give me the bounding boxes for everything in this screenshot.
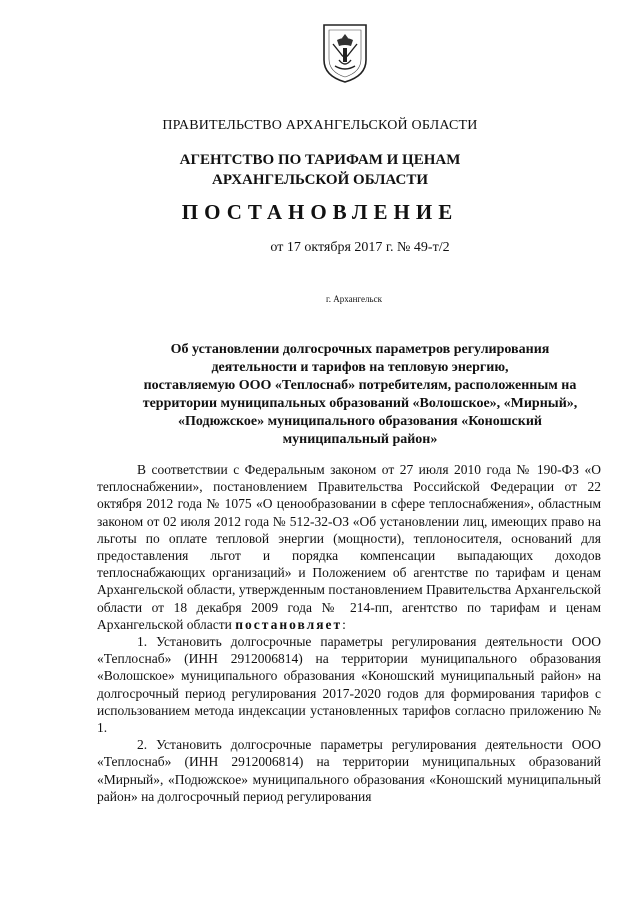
agency-name-line: АГЕНТСТВО ПО ТАРИФАМ И ЦЕНАМ — [179, 152, 461, 168]
coat-of-arms-icon — [321, 22, 369, 84]
preamble-paragraph — [97, 461, 601, 633]
government-name: ПРАВИТЕЛЬСТВО АРХАНГЕЛЬСКОЙ ОБЛАСТИ — [162, 118, 478, 133]
subject-line: поставляемую ООО «Теплоснаб» потребителям, расположенным на — [143, 378, 577, 393]
subject-line: территории муниципальных образований «Волошское», «Мирный», — [142, 396, 578, 411]
document-type: ПОСТАНОВЛЕНИЕ — [181, 200, 459, 224]
decree-word: постановляет — [235, 616, 343, 632]
decree-colon: : — [342, 616, 346, 632]
subject-line: «Подюжское» муниципального образования «Коношский — [178, 414, 542, 429]
document-city: г. Архангельск — [326, 294, 382, 304]
subject-line: муниципальный район» — [282, 432, 438, 447]
document-number: от 17 октября 2017 г. № 49-т/2 — [270, 240, 450, 255]
subject-line: Об установлении долгосрочных параметров регулирования — [170, 342, 550, 357]
agency-name — [0, 150, 640, 190]
item-paragraph: 2. Установить долгосрочные параметры регулирования деятельности ООО «Теплоснаб» (ИНН 2912006814) на территории муниципальных образований «Мирный», «Подюжское» муниципального образования «Коношский муниципальный район» на долгосрочный период регулирования — [97, 737, 601, 804]
item-paragraph: 1. Установить долгосрочные параметры регулирования деятельности ООО «Теплоснаб» (ИНН 2912006814) на территории муниципального образования «Волошское» муниципального образования «Коношский муниципальный район» на долгосрочный период регулирования 2017-2020 годов для формирования тарифов с использованием метода индексации установленных тарифов согласно приложению № 1. — [97, 634, 601, 736]
preamble-text: В соответствии с Федеральным законом от 27 июля 2010 года № 190-ФЗ «О теплоснабжении», постановлением Правительства Российской Федерации от 22 октября 2012 года № 1075 «О ценообразовании в сфере теплоснабжения», областным законом от 02 июля 2012 года № 512-32-ОЗ «Об установлении лиц, имеющих право на льготы по оплате тепловой энергии (мощности), теплоносителя, оснований для предоставления льгот и порядка компенсации выпадающих доходов теплоснабжающих организаций» и Положением об агентстве по тарифам и ценам Архангельской области, утвержденным постановлением Правительства Архангельской области от 18 декабря 2009 года № 214-пп, агентство по тарифам и ценам Архангельской области — [97, 462, 601, 632]
document-subject — [40, 341, 640, 449]
agency-name-line: АРХАНГЕЛЬСКОЙ ОБЛАСТИ — [212, 172, 428, 188]
subject-line: деятельности и тарифов на тепловую энергию, — [211, 360, 509, 375]
document-body — [97, 461, 601, 805]
